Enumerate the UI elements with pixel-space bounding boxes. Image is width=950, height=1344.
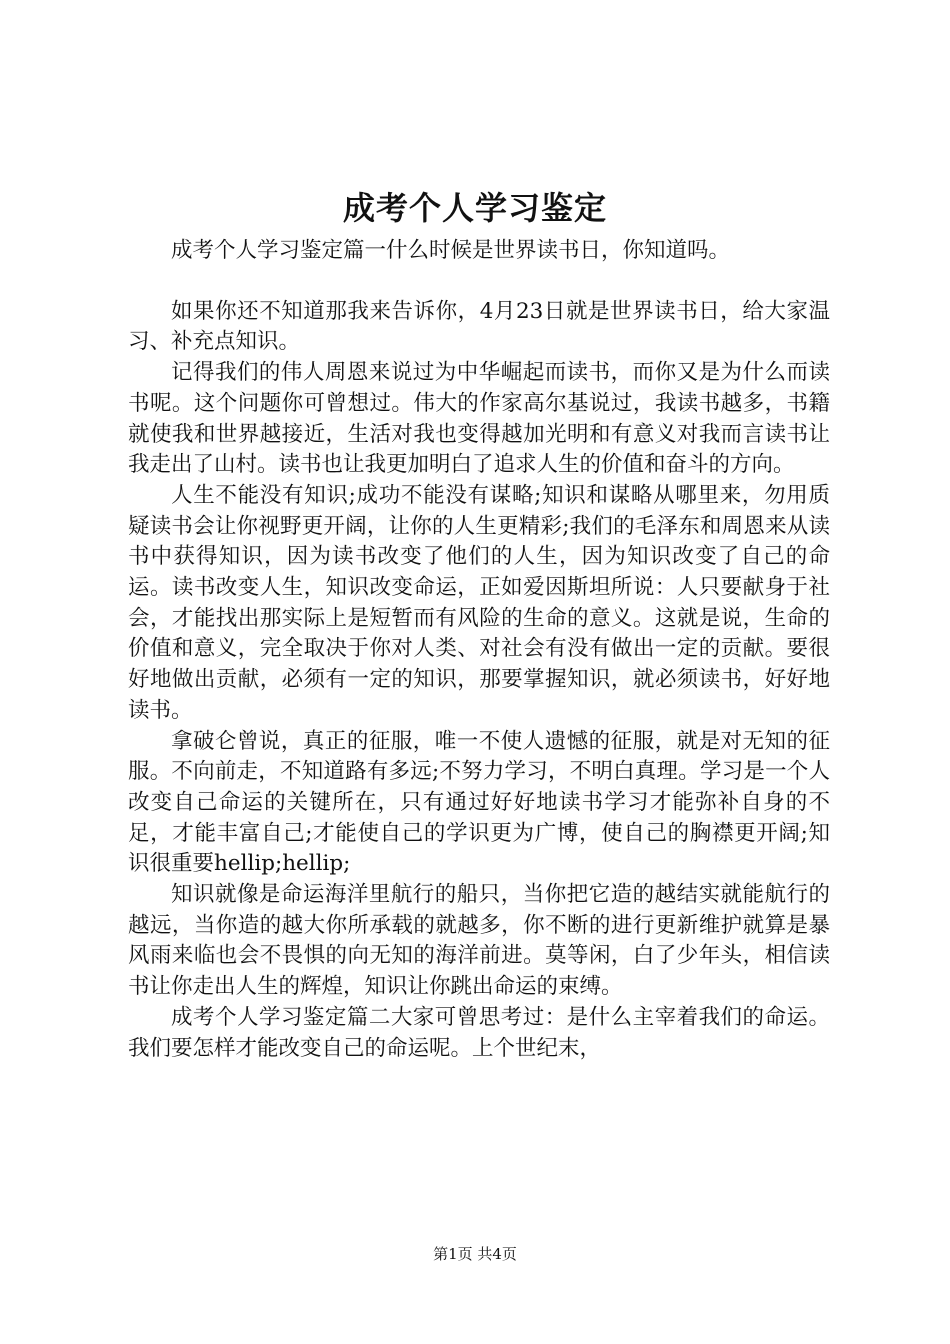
paragraph: 如果你还不知道那我来告诉你，4月23日就是世界读书日，给大家温习、补充点知识。 — [128, 298, 830, 355]
paragraph: 拿破仑曾说，真正的征服，唯一不使人遗憾的征服，就是对无知的征服。不向前走，不知道路有多远;不努力学习，不明白真理。学习是一个人改变自己命运的关键所在，只有通过好好地读书学习才能弥补自身的不足，才能丰富自己;才能使自己的学识更为广博，使自己的胸襟更开阔;知识很重要hellip;hellip; — [128, 728, 830, 877]
paragraph: 记得我们的伟人周恩来说过为中华崛起而读书，而你又是为什么而读书呢。这个问题你可曾想过。伟大的作家高尔基说过，我读书越多，书籍就使我和世界越接近，生活对我也变得越加光明和有意义对我而言读书让我走出了山村。读书也让我更加明白了追求人生的价值和奋斗的方向。 — [128, 360, 830, 478]
paragraph: 成考个人学习鉴定篇二大家可曾思考过：是什么主宰着我们的命运。我们要怎样才能改变自己的命运呢。上个世纪末， — [128, 1004, 830, 1061]
paragraph: 成考个人学习鉴定篇一什么时候是世界读书日，你知道吗。 — [171, 238, 731, 263]
paragraph: 人生不能没有知识;成功不能没有谋略;知识和谋略从哪里来，勿用质疑读书会让你视野更开阔，让你的人生更精彩;我们的毛泽东和周恩来从读书中获得知识，因为读书改变了他们的人生，因为知识改变了自己的命运。读书改变人生，知识改变命运，正如爱因斯坦所说：人只要献身于社会，才能找出那实际上是短暂而有风险的生命的意义。这就是说，生命的价值和意义，完全取决于你对人类、对社会有没有做出一定的贡献。要很好地做出贡献，必须有一定的知识，那要掌握知识，就必须读书，好好地读书。 — [128, 482, 830, 723]
page-number-footer: 第1页 共4页 — [433, 1245, 517, 1263]
document-body — [128, 236, 830, 1064]
document-title: 成考个人学习鉴定 — [342, 189, 607, 227]
paragraph: 知识就像是命运海洋里航行的船只，当你把它造的越结实就能航行的越远，当你造的越大你所承载的就越多，你不断的进行更新维护就算是暴风雨来临也会不畏惧的向无知的海洋前进。莫等闲，白了少年头，相信读书让你走出人生的辉煌，知识让你跳出命运的束缚。 — [128, 882, 830, 1000]
